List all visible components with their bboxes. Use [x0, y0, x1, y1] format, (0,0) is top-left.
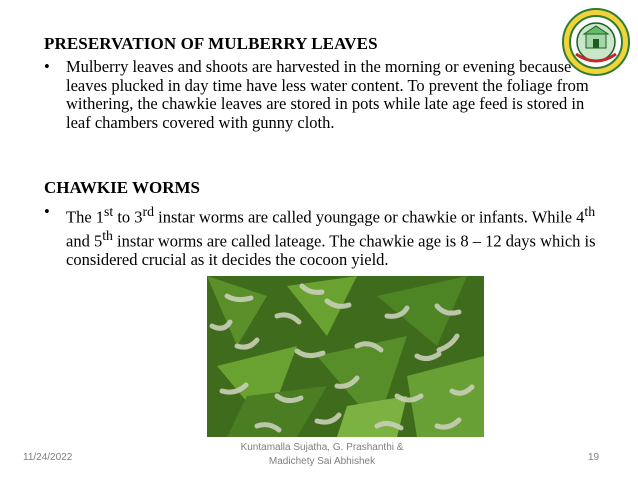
bullet: •	[44, 202, 50, 221]
paragraph-text: Mulberry leaves and shoots are harvested in the morning or evening because leaves plucked in day time have less water content. To prevent the foliage from withering, the chawkie leaves are stored in pots while late age feed is stored in leaf chambers covered with gunny cloth.	[66, 57, 589, 132]
text-run: instar worms are called youngage or chawkie or infants. While 4	[154, 207, 585, 227]
section-heading-preservation: PRESERVATION OF MULBERRY LEAVES	[44, 34, 378, 53]
text-run: to 3	[113, 207, 143, 227]
text-run: and 5	[66, 231, 103, 251]
silkworms-on-mulberry-leaves-photo	[207, 276, 484, 437]
text-run: The 1	[66, 207, 105, 227]
section-heading-chawkie: CHAWKIE WORMS	[44, 178, 201, 197]
footer-authors-line: Madichety Sai Abhishek	[268, 456, 376, 467]
text-run: instar worms are called lateage. The chawkie age is 8 – 12 days which is considered crucial as it decides the cocoon yield.	[66, 231, 596, 269]
bullet: •	[44, 57, 50, 76]
footer-authors-line: Kuntamalla Sujatha, G. Prashanthi &	[240, 442, 404, 453]
superscript: st	[104, 204, 114, 219]
footer-page-number: 19	[588, 452, 600, 463]
paragraph-text	[66, 203, 604, 270]
superscript: rd	[142, 204, 155, 219]
paragraph-chawkie	[44, 203, 604, 270]
footer-authors	[227, 441, 417, 469]
paragraph-preservation	[44, 58, 604, 132]
superscript: th	[102, 228, 113, 243]
footer-date: 11/24/2022	[23, 452, 73, 463]
superscript: th	[584, 204, 596, 219]
